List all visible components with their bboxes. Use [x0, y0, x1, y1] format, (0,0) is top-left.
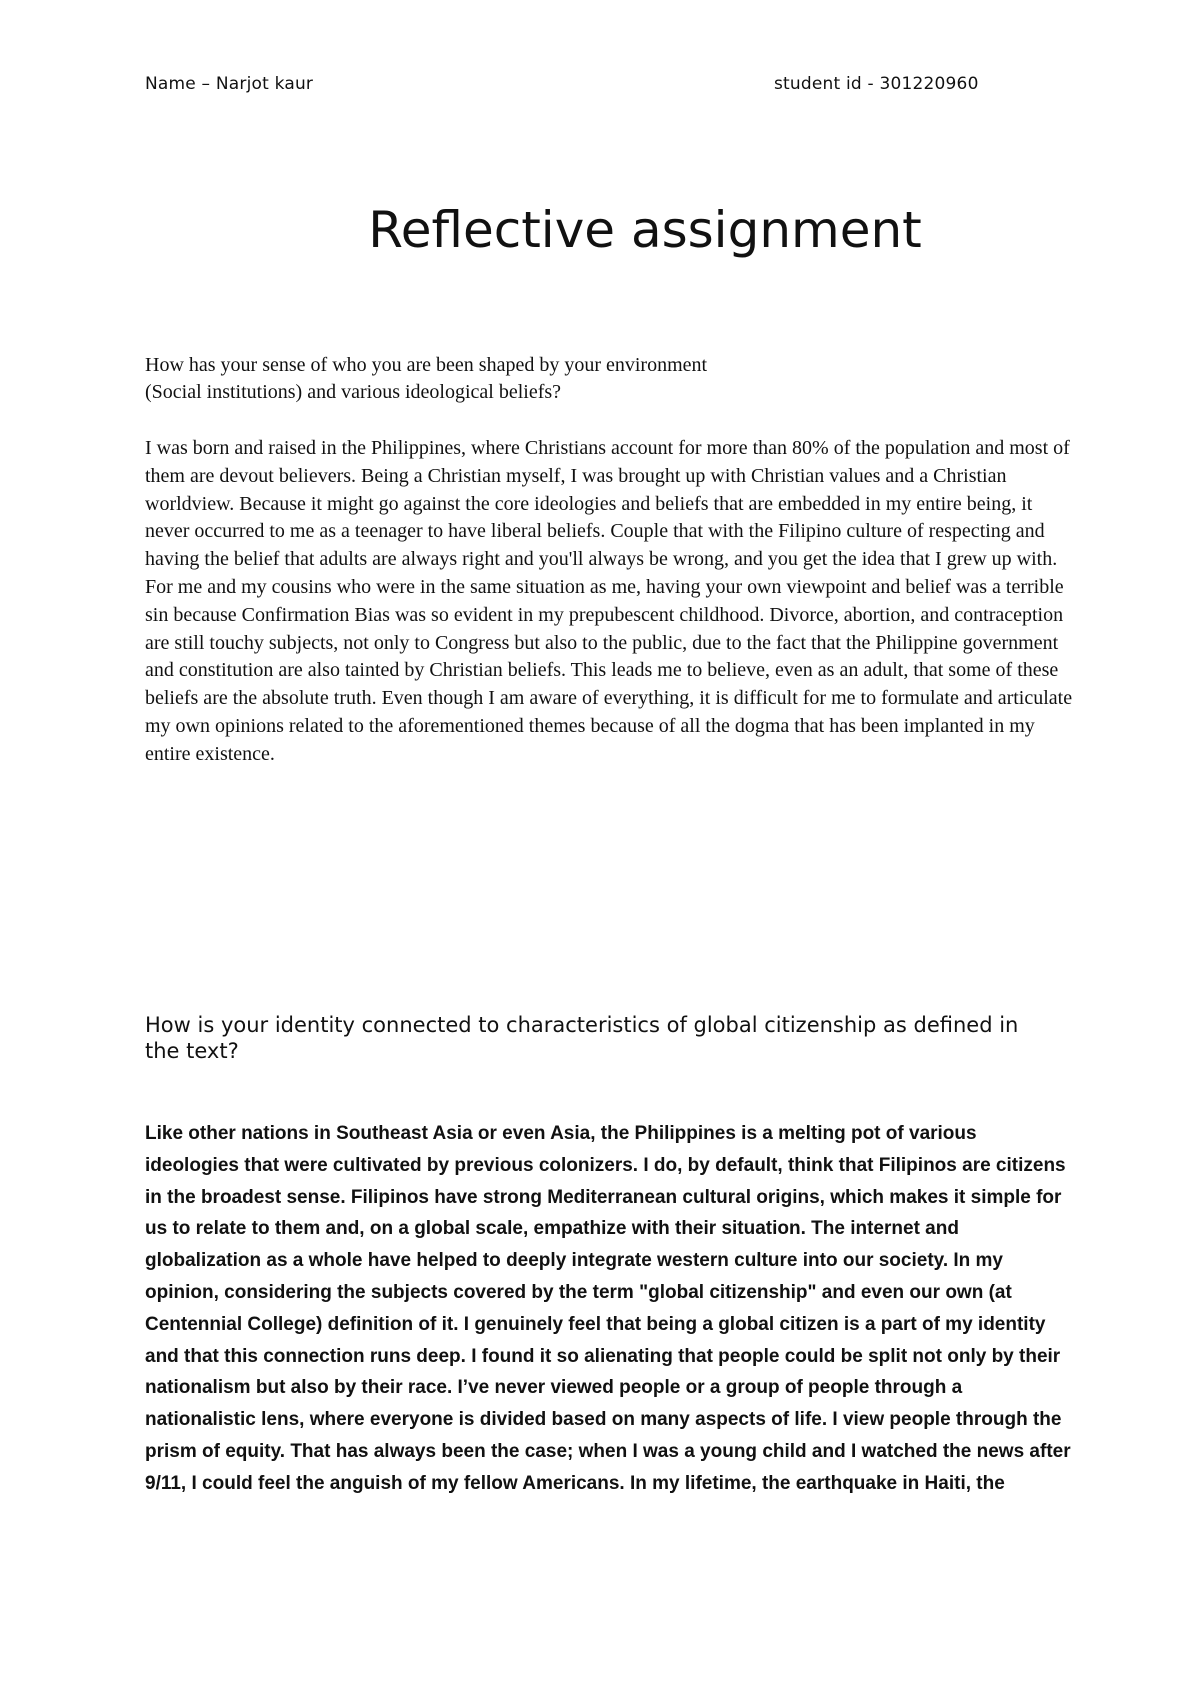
section1-question-line2: (Social institutions) and various ideological beliefs?: [145, 381, 562, 403]
section2-answer: Like other nations in Southeast Asia or even Asia, the Philippines is a melting pot of various ideologies that were cultivated by previous colonizers. I do, by default, think that Filipinos are citizens in the broadest sense. Filipinos have strong Mediterranean cultural origins, which makes it simple for us to relate to them and, on a global scale, empathize with their situation. The internet and globalization as a whole have helped to deeply integrate western culture into our society. In my opinion, considering the subjects covered by the term "global citizenship" and even our own (at Centennial College) definition of it. I genuinely feel that being a global citizen is a part of my identity and that this connection runs deep. I found it so alienating that people could be split not only by their nationalism but also by their race. I’ve never viewed people or a group of people through a nationalistic lens, where everyone is divided based on many aspects of life. I view people through the prism of equity. That has always been the case; when I was a young child and I watched the news after 9/11, I could feel the anguish of my fellow Americans. In my lifetime, the earthquake in Haiti, the: [145, 1123, 1071, 1494]
student-id: student id - 301220960: [774, 74, 979, 94]
section2-question: How is your identity connected to characteristics of global citizenship as defined in the text?: [145, 1013, 1019, 1063]
page-title: Reflective assignment: [368, 201, 922, 259]
student-name: Name – Narjot kaur: [145, 74, 314, 94]
section1-answer: I was born and raised in the Philippines, where Christians account for more than 80% of the population and most of them are devout believers. Being a Christian myself, I was brought up with Christian values and a Christian worldview. Because it might go against the core ideologies and beliefs that are embedded in my entire being, it never occurred to me as a teenager to have liberal beliefs. Couple that with the Filipino culture of respecting and having the belief that adults are always right and you'll always be wrong, and you get the idea that I grew up with. For me and my cousins who were in the same situation as me, having your own viewpoint and belief was a terrible sin because Confirmation Bias was so evident in my prepubescent childhood. Divorce, abortion, and contraception are still touchy subjects, not only to Congress but also to the public, due to the fact that the Philippine government and constitution are also tainted by Christian beliefs. This leads me to believe, even as an adult, that some of these beliefs are the absolute truth. Even though I am aware of everything, it is difficult for me to formulate and articulate my own opinions related to the aforementioned themes because of all the dogma that has been implanted in my entire existence.: [145, 437, 1073, 765]
section1-question: [145, 352, 1045, 406]
section1-question-line1: How has your sense of who you are been shaped by your environment: [145, 354, 708, 376]
